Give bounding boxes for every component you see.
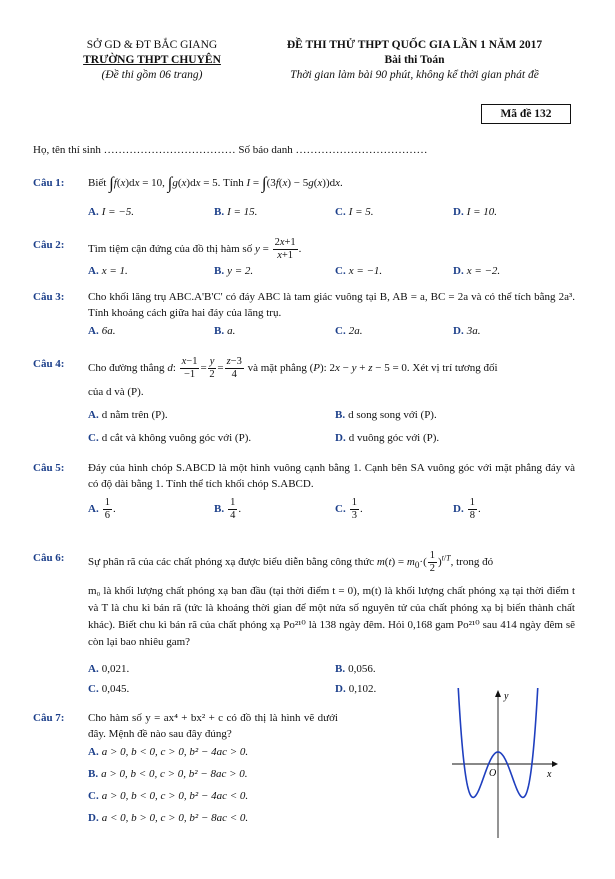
question-text: Sự phân rã của các chất phóng xạ được biểu diễn bằng công thức $m(t) = m_0\cdot$( $\frac{1}{2}$ )$^{t/T}$, trong đó xyxy=(88,550,494,574)
question-label: Câu 3: xyxy=(33,291,65,303)
quartic-graph xyxy=(452,688,562,838)
question-text: Cho hàm số y = ax⁴ + bx² + c có đồ thị là hình vẽ dưới đây. Mệnh đề nào sau đây đúng? xyxy=(88,712,338,740)
school-header xyxy=(62,38,242,83)
option-b[interactable]: B. 0,056. xyxy=(335,663,376,675)
option-a[interactable]: A. d nằm trên (P). xyxy=(88,409,168,421)
option-c[interactable]: C. 2a. xyxy=(335,325,363,337)
question-label: Câu 2: xyxy=(33,239,65,251)
option-a[interactable]: A. $\frac{1}{6}$ . xyxy=(88,497,116,521)
option-b[interactable]: B. y = 2. xyxy=(214,265,254,277)
option-d[interactable]: D. $\frac{1}{8}$ . xyxy=(453,497,481,521)
option-c[interactable]: C. I = 5. xyxy=(335,206,374,218)
candidate-info-line: Họ, tên thí sinh ……………………………… Số báo danh ……………………………… xyxy=(33,144,428,156)
option-d[interactable]: D. I = 10. xyxy=(453,206,498,218)
question-text: Tìm tiệm cận đứng của đồ thị hàm số y = $\frac{2x+1}{x+1}$ . xyxy=(88,237,302,261)
question-label: Câu 5: xyxy=(33,462,65,474)
exam-code-box: Mã đề 132 xyxy=(481,104,571,124)
x-axis-label: x xyxy=(547,769,552,780)
question-label: Câu 4: xyxy=(33,358,65,370)
y-axis-arrow-icon xyxy=(495,690,501,697)
question-4-line2: của d và (P). xyxy=(88,386,144,398)
option-d[interactable]: D. d vuông góc với (P). xyxy=(335,432,440,444)
exam-header xyxy=(262,38,567,83)
subject-title: Bài thi Toán xyxy=(384,54,445,66)
option-b[interactable]: B. I = 15. xyxy=(214,206,258,218)
y-axis-label: y xyxy=(504,691,509,702)
school-name: TRƯỜNG THPT CHUYÊN xyxy=(83,54,221,66)
option-d[interactable]: D. a < 0, b > 0, c > 0, b² − 8ac < 0. xyxy=(88,812,249,824)
question-label: Câu 1: xyxy=(33,177,65,189)
question-text: Biết ∫f(x)dx = 10, ∫g(x)dx = 5. Tính I = ∫(3f(x) − 5g(x))dx. xyxy=(88,173,343,193)
option-a[interactable]: A. x = 1. xyxy=(88,265,128,277)
option-a[interactable]: A. 6a. xyxy=(88,325,116,337)
option-a[interactable]: A. a > 0, b < 0, c > 0, b² − 4ac > 0. xyxy=(88,746,249,758)
option-c[interactable]: C. x = −1. xyxy=(335,265,383,277)
page-count-note: (Đề thi gồm 06 trang) xyxy=(101,69,203,81)
option-a[interactable]: A. I = −5. xyxy=(88,206,134,218)
question-label: Câu 6: xyxy=(33,552,65,564)
option-c[interactable]: C. 0,045. xyxy=(88,683,130,695)
option-a[interactable]: A. 0,021. xyxy=(88,663,130,675)
question-text: m₀ là khối lượng chất phóng xạ ban đầu (tại thời điểm t = 0), m(t) là khối lượng chất phóng xạ tại thời điểm t và T là chu kì bán rã (tức là khoảng thời gian để một nửa số nguyên tử của chất phóng xạ bị biến thành chất khác). Biết chu kì bán rã của chất phóng xạ Po²¹⁰ là 138 ngày đêm. Hỏi 0,168 gam Po²¹⁰ sau 414 ngày đêm sẽ còn lại bao nhiêu gam? xyxy=(88,585,575,648)
option-d[interactable]: D. 3a. xyxy=(453,325,481,337)
option-b[interactable]: B. $\frac{1}{4}$ . xyxy=(214,497,242,521)
option-d[interactable]: D. x = −2. xyxy=(453,265,501,277)
option-c[interactable]: C. a > 0, b < 0, c > 0, b² − 4ac < 0. xyxy=(88,790,249,802)
question-text: Cho đường thẳng d: $\frac{x-1}{-1}$ = $\frac{y}{2}$ = $\frac{z-3}{4}$ và mặt phẳng (P): 2x − y + z − 5 = 0. Xét vị trí tương đối xyxy=(88,356,498,380)
option-b[interactable]: B. a. xyxy=(214,325,236,337)
option-c[interactable]: C. d cắt và không vuông góc với (P). xyxy=(88,432,252,444)
option-b[interactable]: B. d song song với (P). xyxy=(335,409,437,421)
option-b[interactable]: B. a > 0, b < 0, c > 0, b² − 8ac > 0. xyxy=(88,768,248,780)
question-label: Câu 7: xyxy=(33,712,65,724)
x-axis-arrow-icon xyxy=(552,761,558,767)
department-name: SỞ GD & ĐT BẮC GIANG xyxy=(86,39,218,51)
option-d[interactable]: D. 0,102. xyxy=(335,683,377,695)
question-text: Đáy của hình chóp S.ABCD là một hình vuông cạnh bằng 1. Cạnh bên SA vuông góc với mặt phẳng đáy và có độ dài bằng 1. Tính thể tích khối chóp S.ABCD. xyxy=(88,462,575,490)
question-text: Cho khối lăng trụ ABC.A'B'C' có đáy ABC là tam giác vuông tại B, AB = a, BC = 2a và có thể tích bằng 2a³. Tính khoảng cách giữa hai đáy của lăng trụ. xyxy=(88,291,575,319)
exam-title: ĐỀ THI THỬ THPT QUỐC GIA LẦN 1 NĂM 2017 xyxy=(286,39,543,51)
time-note: Thời gian làm bài 90 phút, không kể thời gian phát đề xyxy=(290,69,539,81)
origin-label: O xyxy=(489,768,497,779)
option-c[interactable]: C. $\frac{1}{3}$ . xyxy=(335,497,363,521)
